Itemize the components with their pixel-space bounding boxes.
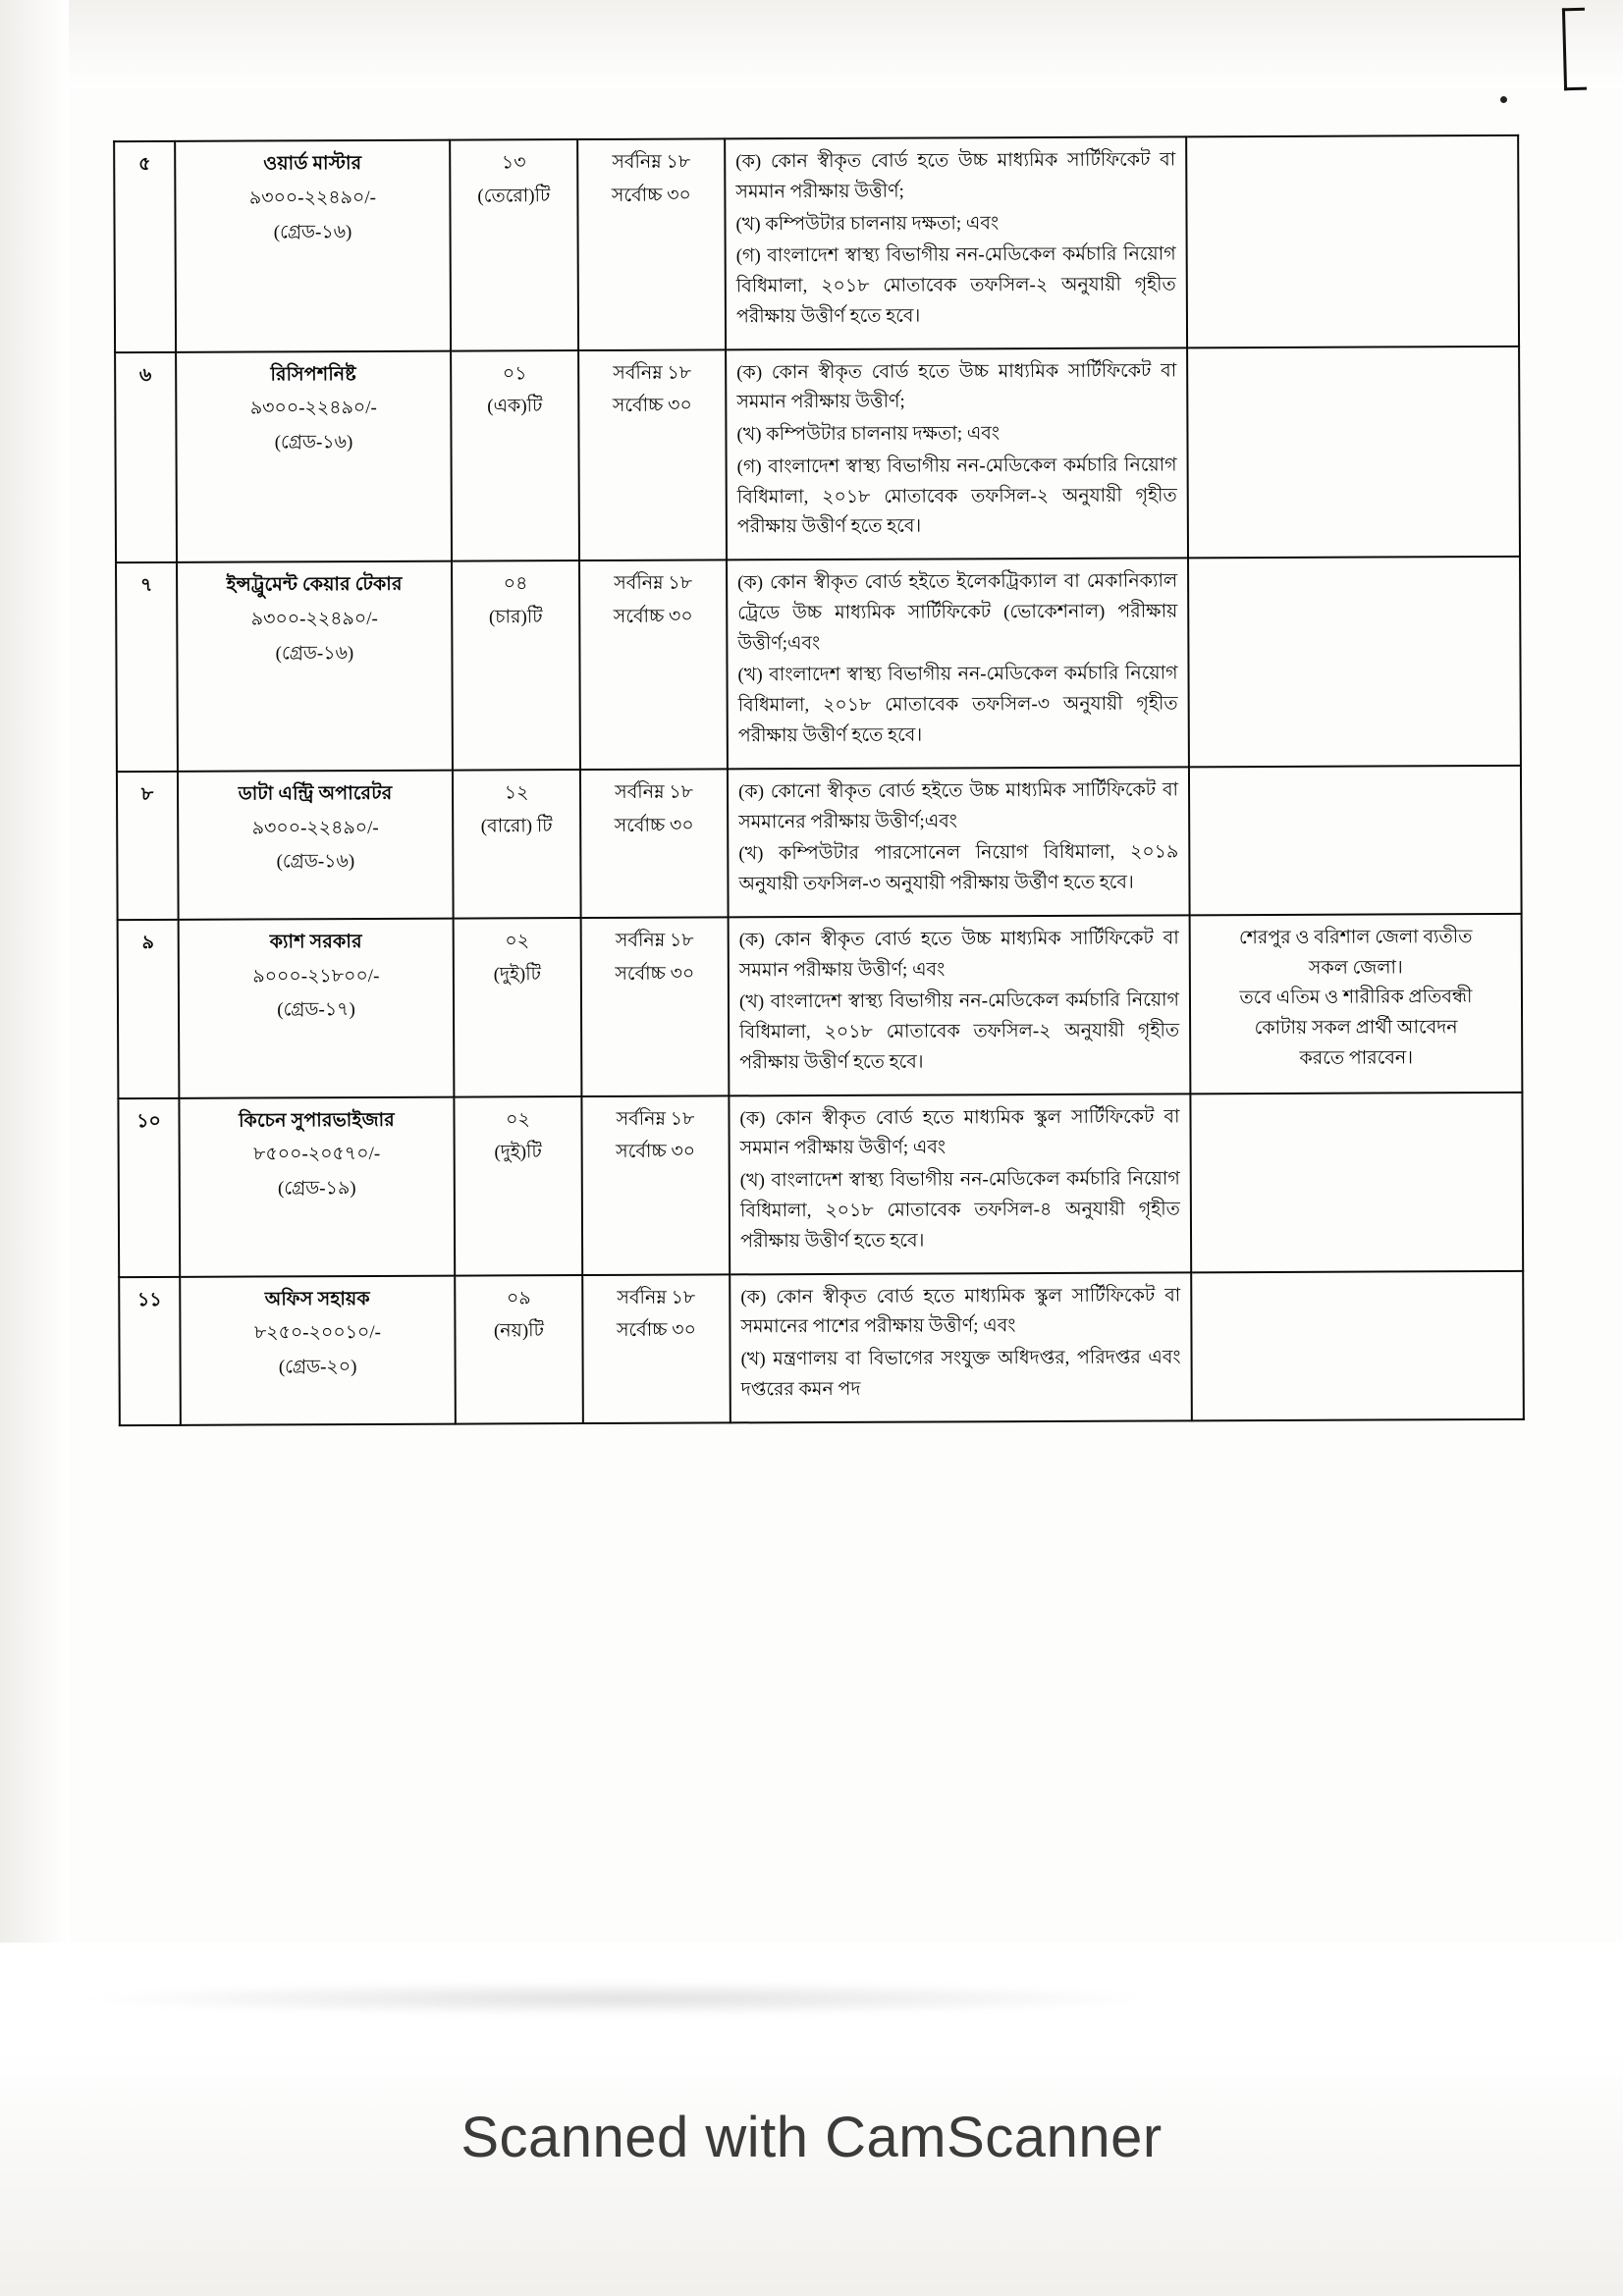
page-corner-mark [1562, 8, 1587, 91]
row-qualification [728, 767, 1190, 917]
pay-scale: ৯০০০-২১৮০০/- [252, 965, 380, 988]
age-min: সর্বনিম্ন ১৮ [615, 781, 694, 803]
table-row [116, 557, 1521, 772]
qualification-item: (ক) কোন স্বীকৃত বোর্ড হতে উচ্চ মাধ্যমিক সার্টিফিকেট বা সমমান পরীক্ষায় উত্তীর্ণ; [735, 149, 1176, 203]
age-max: সর্বোচ্চ ৩০ [615, 963, 695, 985]
age-min: সর্বনিম্ন ১৮ [617, 1287, 696, 1308]
qualification-item: (ক) কোনো স্বীকৃত বোর্ড হইতে উচ্চ মাধ্যমিক সার্টিফিকেট বা সমমানের পরীক্ষায় উত্তীর্ণ;এবং [738, 779, 1179, 832]
post-name: ক্যাশ সরকার [269, 931, 362, 953]
row-post [175, 140, 451, 352]
row-age [577, 138, 726, 349]
pay-grade: (গ্রেড-১৬) [275, 642, 354, 665]
row-vacancy [452, 561, 580, 770]
table-row [114, 135, 1519, 352]
age-min: সর্বনিম্ন ১৮ [612, 151, 691, 173]
row-vacancy [454, 1096, 582, 1275]
pay-grade: (গ্রেড-২০) [278, 1357, 357, 1378]
vacancy-word: (তেরো)টি [477, 185, 551, 207]
row-age [581, 917, 730, 1095]
scan-shading-top [0, 0, 1623, 88]
qualification-item: (খ) কম্পিউটার পারসোনেল নিয়োগ বিধিমালা, ২০১৯ অনুযায়ী তফসিল-৩ অনুযায়ী পরীক্ষায় উর্ত্তীণ হতে হবে। [738, 841, 1179, 895]
vacancy-word: (দুই)টি [493, 963, 542, 986]
qualification-item: (খ) কম্পিউটার চালনায় দক্ষতা; এবং [736, 423, 1001, 446]
age-min: সর্বনিম্ন ১৮ [616, 1108, 695, 1130]
age-max: সর্বোচ্চ ৩০ [616, 1319, 696, 1342]
post-name: ওয়ার্ড মাস্টার [263, 153, 362, 175]
age-min: সর্বনিম্ন ১৮ [615, 930, 694, 951]
recruitment-table-container [113, 134, 1523, 1426]
age-max: সর্বোচ্চ ৩০ [616, 1141, 696, 1163]
row-serial: ৮ [117, 772, 179, 920]
row-note [1186, 135, 1519, 347]
qualification-item: (ক) কোন স্বীকৃত বোর্ড হতে মাধ্যমিক স্কুল সার্টিফিকেট বা সমমান পরীক্ষায় উত্তীর্ণ; এবং [739, 1106, 1180, 1159]
pay-scale: ৮৫০০-২০৫৭০/- [253, 1144, 381, 1165]
vacancy-number: ১২ [504, 782, 529, 804]
row-note [1191, 1270, 1524, 1420]
row-post [178, 770, 454, 919]
row-note [1189, 766, 1522, 916]
row-post [179, 1096, 455, 1276]
table-row [119, 1270, 1524, 1424]
post-name: ইন্সট্রুমেন্ট কেয়ার টেকার [226, 574, 403, 596]
qualification-item: (খ) বাংলাদেশ স্বাস্থ্য বিভাগীয় নন-মেডিকেল কর্মচারি নিয়োগ বিধিমালা, ২০১৮ মোতাবেক তফসিল-৪ অনুযায়ী গৃহীত পরীক্ষায় উত্তীর্ণ হতে হবে। [739, 1168, 1180, 1253]
pay-grade: (গ্রেড-১৯) [277, 1178, 356, 1200]
row-serial: ৯ [118, 920, 180, 1098]
row-serial: ৭ [116, 562, 178, 772]
note-line: শেরপুর ও বরিশাল জেলা ব্যতীত [1238, 926, 1473, 948]
age-min: সর্বনিম্ন ১৮ [613, 362, 692, 384]
row-qualification [726, 347, 1188, 561]
vacancy-word: (বারো) টি [480, 815, 553, 837]
qualification-item: (ক) কোন স্বীকৃত বোর্ড হতে মাধ্যমিক স্কুল সার্টিফিকেট বা সমমানের পাশের পরীক্ষায় উত্তীর্ণ; এবং [740, 1284, 1181, 1338]
post-name: অফিস সহায়ক [264, 1288, 370, 1309]
vacancy-word: (নয়)টি [493, 1320, 544, 1342]
vacancy-word: (দুই)টি [494, 1142, 542, 1163]
row-age [581, 1095, 730, 1274]
table-row [118, 914, 1523, 1098]
row-qualification [725, 136, 1187, 349]
row-qualification [729, 1094, 1191, 1274]
table-row [117, 766, 1522, 920]
row-vacancy [454, 918, 582, 1096]
note-line: সকল জেলা। [1308, 957, 1403, 979]
note-line: কোটায় সকল প্রার্থী আবেদন [1254, 1017, 1458, 1040]
qualification-item: (খ) বাংলাদেশ স্বাস্থ্য বিভাগীয় নন-মেডিকেল কর্মচারি নিয়োগ বিধিমালা, ২০১৮ মোতাবেক তফসিল-২ অনুযায়ী গৃহীত পরীক্ষায় উত্তীর্ণ হতে হবে। [738, 989, 1180, 1074]
scan-smudge [88, 1982, 1149, 2015]
row-note [1188, 557, 1521, 767]
post-name: ডাটা এন্ট্রি অপারেটর [238, 782, 393, 805]
age-max: সর্বোচ্চ ৩০ [612, 395, 692, 417]
page-speck [1499, 95, 1507, 103]
vacancy-word: (চার)টি [488, 607, 543, 628]
row-serial: ৫ [114, 141, 176, 352]
vacancy-number: ০১ [502, 362, 527, 384]
vacancy-number: ০২ [505, 931, 530, 952]
row-note [1187, 346, 1520, 558]
recruitment-table [113, 134, 1525, 1426]
age-max: সর্বোচ্চ ৩০ [613, 606, 693, 627]
row-vacancy [451, 350, 579, 561]
row-age [580, 769, 729, 918]
row-post [179, 918, 455, 1097]
vacancy-number: ০৪ [503, 573, 528, 595]
table-row [118, 1093, 1523, 1277]
pay-grade: (গ্রেড-১৬) [274, 432, 353, 454]
pay-grade: (গ্রেড-১৬) [273, 221, 352, 242]
pay-scale: ৯৩০০-২২৪৯০/- [249, 398, 377, 419]
row-vacancy [455, 1275, 583, 1424]
post-name: রিসিপশনিষ্ট [270, 363, 356, 386]
row-age [578, 349, 727, 561]
row-serial: ১১ [119, 1276, 181, 1424]
pay-grade: (গ্রেড-১৬) [276, 851, 355, 873]
qualification-item: (খ) মন্ত্রণালয় বা বিভাগের সংযুক্ত অধিদপ্তর, পরিদপ্তর এবং দপ্তরের কমন পদ [740, 1347, 1181, 1401]
qualification-item: (ক) কোন স্বীকৃত বোর্ড হইতে ইলেকট্রিক্যাল বা মেকানিক্যাল ট্রেডে উচ্চ মাধ্যমিক সার্টিফিকেট (ভোকেশনাল) পরীক্ষায় উত্তীর্ণ;এবং [737, 570, 1178, 655]
post-name: কিচেন সুপারভাইজার [239, 1109, 395, 1132]
row-serial: ৬ [115, 351, 177, 562]
row-qualification [729, 915, 1191, 1095]
qualification-item: (খ) কম্পিউটার চালনায় দক্ষতা; এবং [735, 212, 1000, 235]
qualification-item: (ক) কোন স্বীকৃত বোর্ড হতে উচ্চ মাধ্যমিক সার্টিফিকেট বা সমমান পরীক্ষায় উত্তীর্ণ; এবং [738, 928, 1179, 981]
row-post [177, 561, 453, 772]
age-min: সর্বনিম্ন ১৮ [614, 572, 693, 595]
row-qualification [730, 1272, 1192, 1422]
pay-scale: ৯৩০০-২২৪৯০/- [251, 817, 379, 839]
row-vacancy [453, 770, 581, 919]
note-line: করতে পারবেন। [1299, 1047, 1414, 1069]
row-qualification [727, 559, 1189, 770]
vacancy-number: ০২ [506, 1108, 530, 1131]
row-post [176, 350, 452, 562]
row-note [1190, 914, 1523, 1094]
row-post [180, 1275, 456, 1424]
table-row [115, 346, 1520, 562]
row-age [582, 1274, 730, 1423]
qualification-item: (ক) কোন স্বীকৃত বোর্ড হতে উচ্চ মাধ্যমিক সার্টিফিকেট বা সমমান পরীক্ষায় উত্তীর্ণ; [736, 359, 1177, 413]
row-age [579, 561, 728, 770]
camscanner-watermark: Scanned with CamScanner [460, 2106, 1163, 2169]
qualification-item: (গ) বাংলাদেশ স্বাস্থ্য বিভাগীয় নন-মেডিকেল কর্মচারি নিয়োগ বিধিমালা, ২০১৮ মোতাবেক তফসিল-২ অনুযায়ী গৃহীত পরীক্ষায় উত্তীর্ণ হতে হবে। [735, 243, 1176, 328]
qualification-item: (খ) বাংলাদেশ স্বাস্থ্য বিভাগীয় নন-মেডিকেল কর্মচারি নিয়োগ বিধিমালা, ২০১৮ মোতাবেক তফসিল-৩ অনুযায়ী গৃহীত পরীক্ষায় উত্তীর্ণ হতে হবে। [737, 663, 1178, 747]
note-line: তবে এতিম ও শারীরিক প্রতিবন্ধী [1239, 987, 1473, 1009]
age-max: সর্বোচ্চ ৩০ [614, 815, 694, 836]
qualification-item: (গ) বাংলাদেশ স্বাস্থ্য বিভাগীয় নন-মেডিকেল কর্মচারি নিয়োগ বিধিমালা, ২০১৮ মোতাবেক তফসিল-২ অনুযায়ী গৃহীত পরীক্ষায় উত্তীর্ণ হতে হবে। [736, 454, 1177, 538]
row-note [1190, 1093, 1523, 1272]
pay-grade: (গ্রেড-১৭) [277, 999, 355, 1021]
age-max: সর্বোচ্চ ৩০ [611, 185, 691, 206]
pay-scale: ৯৩০০-২২৪৯০/- [248, 187, 376, 209]
row-vacancy [450, 139, 578, 350]
pay-scale: ৯৩০০-২২৪৯০/- [250, 608, 378, 630]
pay-scale: ৮২৫০-২০০১০/- [253, 1322, 382, 1344]
row-serial: ১০ [118, 1098, 180, 1277]
vacancy-number: ১৩ [501, 152, 526, 174]
vacancy-word: (এক)টি [487, 396, 543, 417]
vacancy-number: ০৯ [506, 1287, 531, 1308]
